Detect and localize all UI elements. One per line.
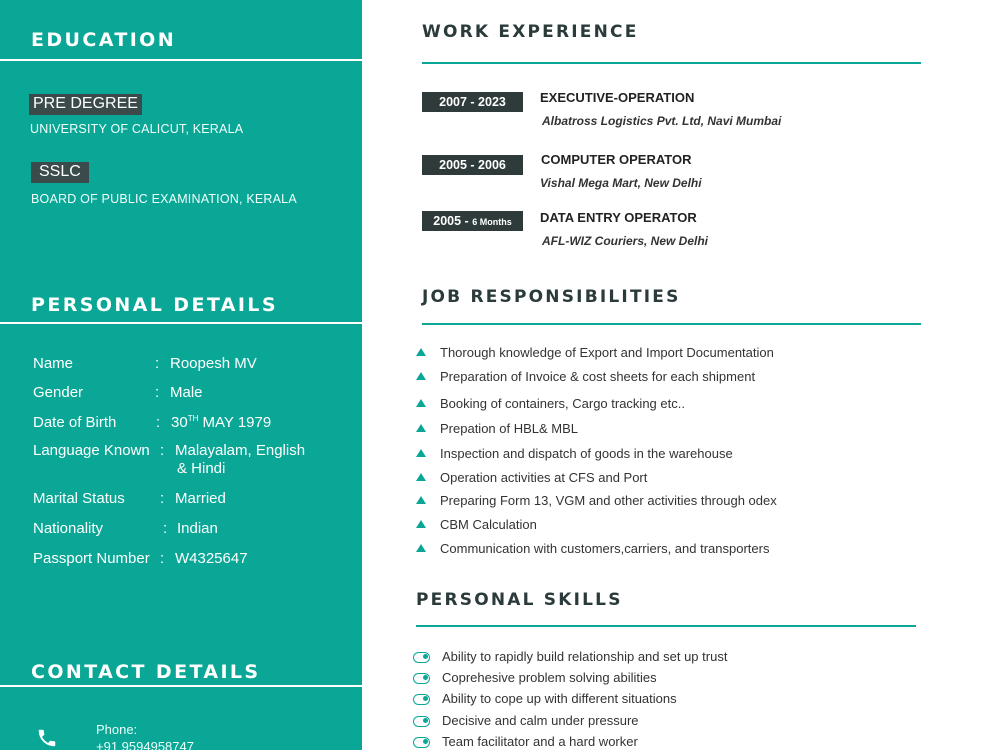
detail-label: Language Known — [33, 442, 150, 459]
list-item: Decisive and calm under pressure — [413, 713, 933, 731]
detail-value: Roopesh MV — [170, 355, 257, 372]
list-item: Team facilitator and a hard worker — [413, 734, 933, 752]
degree-tag: PRE DEGREE — [29, 94, 142, 115]
triangle-bullet-icon — [416, 424, 426, 432]
list-item: Booking of containers, Cargo tracking etc.. — [414, 396, 934, 414]
detail-label: Nationality — [33, 520, 104, 537]
personal-skills-divider — [416, 625, 916, 627]
toggle-bullet-icon — [413, 694, 430, 705]
detail-colon: : — [160, 442, 165, 459]
toggle-bullet-icon — [413, 673, 430, 684]
job-company: AFL-WIZ Couriers, New Delhi — [542, 234, 709, 248]
job-title: EXECUTIVE-OPERATION — [540, 90, 695, 105]
detail-row-language — [33, 442, 333, 482]
job-responsibilities-title: JOB RESPONSIBILITIES — [422, 287, 681, 307]
detail-value: 30TH MAY 1979 — [171, 414, 272, 431]
detail-label: Name — [33, 355, 74, 372]
triangle-bullet-icon — [416, 473, 426, 481]
list-item: Inspection and dispatch of goods in the warehouse — [414, 446, 934, 464]
triangle-bullet-icon — [416, 496, 426, 504]
detail-value: Male — [170, 384, 203, 401]
list-item: Thorough knowledge of Export and Import Documentation — [414, 345, 934, 363]
list-item: Communication with customers,carriers, and transporters — [414, 541, 934, 559]
phone-icon — [36, 727, 58, 749]
triangle-bullet-icon — [416, 520, 426, 528]
triangle-bullet-icon — [416, 372, 426, 380]
detail-value: Married — [175, 490, 226, 507]
phone-label: Phone: — [96, 722, 138, 737]
contact-details-divider — [0, 685, 362, 687]
list-item: Prepation of HBL& MBL — [414, 421, 934, 439]
toggle-bullet-icon — [413, 716, 430, 727]
year-tag: 2005 - 2006 — [422, 155, 523, 175]
detail-value: Indian — [177, 520, 218, 537]
detail-label: Passport Number — [33, 550, 150, 567]
detail-label: Marital Status — [33, 490, 125, 507]
detail-row-dob — [33, 414, 333, 436]
list-item: Ability to rapidly build relationship and set up trust — [413, 649, 933, 667]
degree-institution: UNIVERSITY OF CALICUT, KERALA — [30, 122, 244, 136]
detail-value: Malayalam, English — [175, 442, 306, 459]
triangle-bullet-icon — [416, 449, 426, 457]
detail-colon: : — [160, 550, 165, 567]
personal-skills-title: PERSONAL SKILLS — [416, 590, 623, 610]
education-divider — [0, 59, 362, 61]
list-item: Coprehesive problem solving abilities — [413, 670, 933, 688]
detail-value-line2: & Hindi — [177, 460, 226, 477]
list-item: Preparing Form 13, VGM and other activities through odex — [414, 493, 934, 511]
detail-colon: : — [155, 355, 160, 372]
list-item: Preparation of Invoice & cost sheets for each shipment — [414, 369, 934, 387]
job-title: DATA ENTRY OPERATOR — [540, 210, 697, 225]
phone-value[interactable]: +91 9594958747 — [96, 739, 194, 754]
personal-details-divider — [0, 322, 362, 324]
triangle-bullet-icon — [416, 399, 426, 407]
toggle-bullet-icon — [413, 737, 430, 748]
triangle-bullet-icon — [416, 544, 426, 552]
sidebar — [0, 0, 362, 754]
detail-colon: : — [155, 384, 160, 401]
work-experience-divider — [422, 62, 921, 64]
education-title: EDUCATION — [31, 29, 177, 51]
list-item: CBM Calculation — [414, 517, 934, 535]
detail-colon: : — [160, 490, 165, 507]
detail-row-nationality — [33, 520, 333, 542]
list-item: Ability to cope up with different situations — [413, 691, 933, 709]
degree-tag: SSLC — [31, 162, 89, 183]
detail-value: W4325647 — [175, 550, 248, 567]
job-company: Vishal Mega Mart, New Delhi — [540, 176, 702, 190]
detail-colon: : — [163, 520, 168, 537]
list-item: Operation activities at CFS and Port — [414, 470, 934, 488]
detail-colon: : — [156, 414, 161, 431]
personal-details-title: PERSONAL DETAILS — [31, 294, 278, 316]
triangle-bullet-icon — [416, 348, 426, 356]
job-company: Albatross Logistics Pvt. Ltd, Navi Mumbai — [542, 114, 782, 128]
contact-details-title: CONTACT DETAILS — [31, 661, 261, 683]
detail-row-gender — [33, 384, 333, 406]
degree-institution: BOARD OF PUBLIC EXAMINATION, KERALA — [31, 192, 297, 206]
job-responsibilities-divider — [422, 323, 921, 325]
year-tag: 2007 - 2023 — [422, 92, 523, 112]
detail-row-name — [33, 355, 333, 377]
work-experience-title: WORK EXPERIENCE — [422, 22, 639, 42]
job-title: COMPUTER OPERATOR — [541, 152, 692, 167]
detail-label: Date of Birth — [33, 414, 117, 431]
detail-label: Gender — [33, 384, 84, 401]
detail-row-marital — [33, 490, 333, 512]
year-tag: 2005 - 6 Months — [422, 211, 523, 231]
toggle-bullet-icon — [413, 652, 430, 663]
detail-row-passport — [33, 550, 333, 572]
